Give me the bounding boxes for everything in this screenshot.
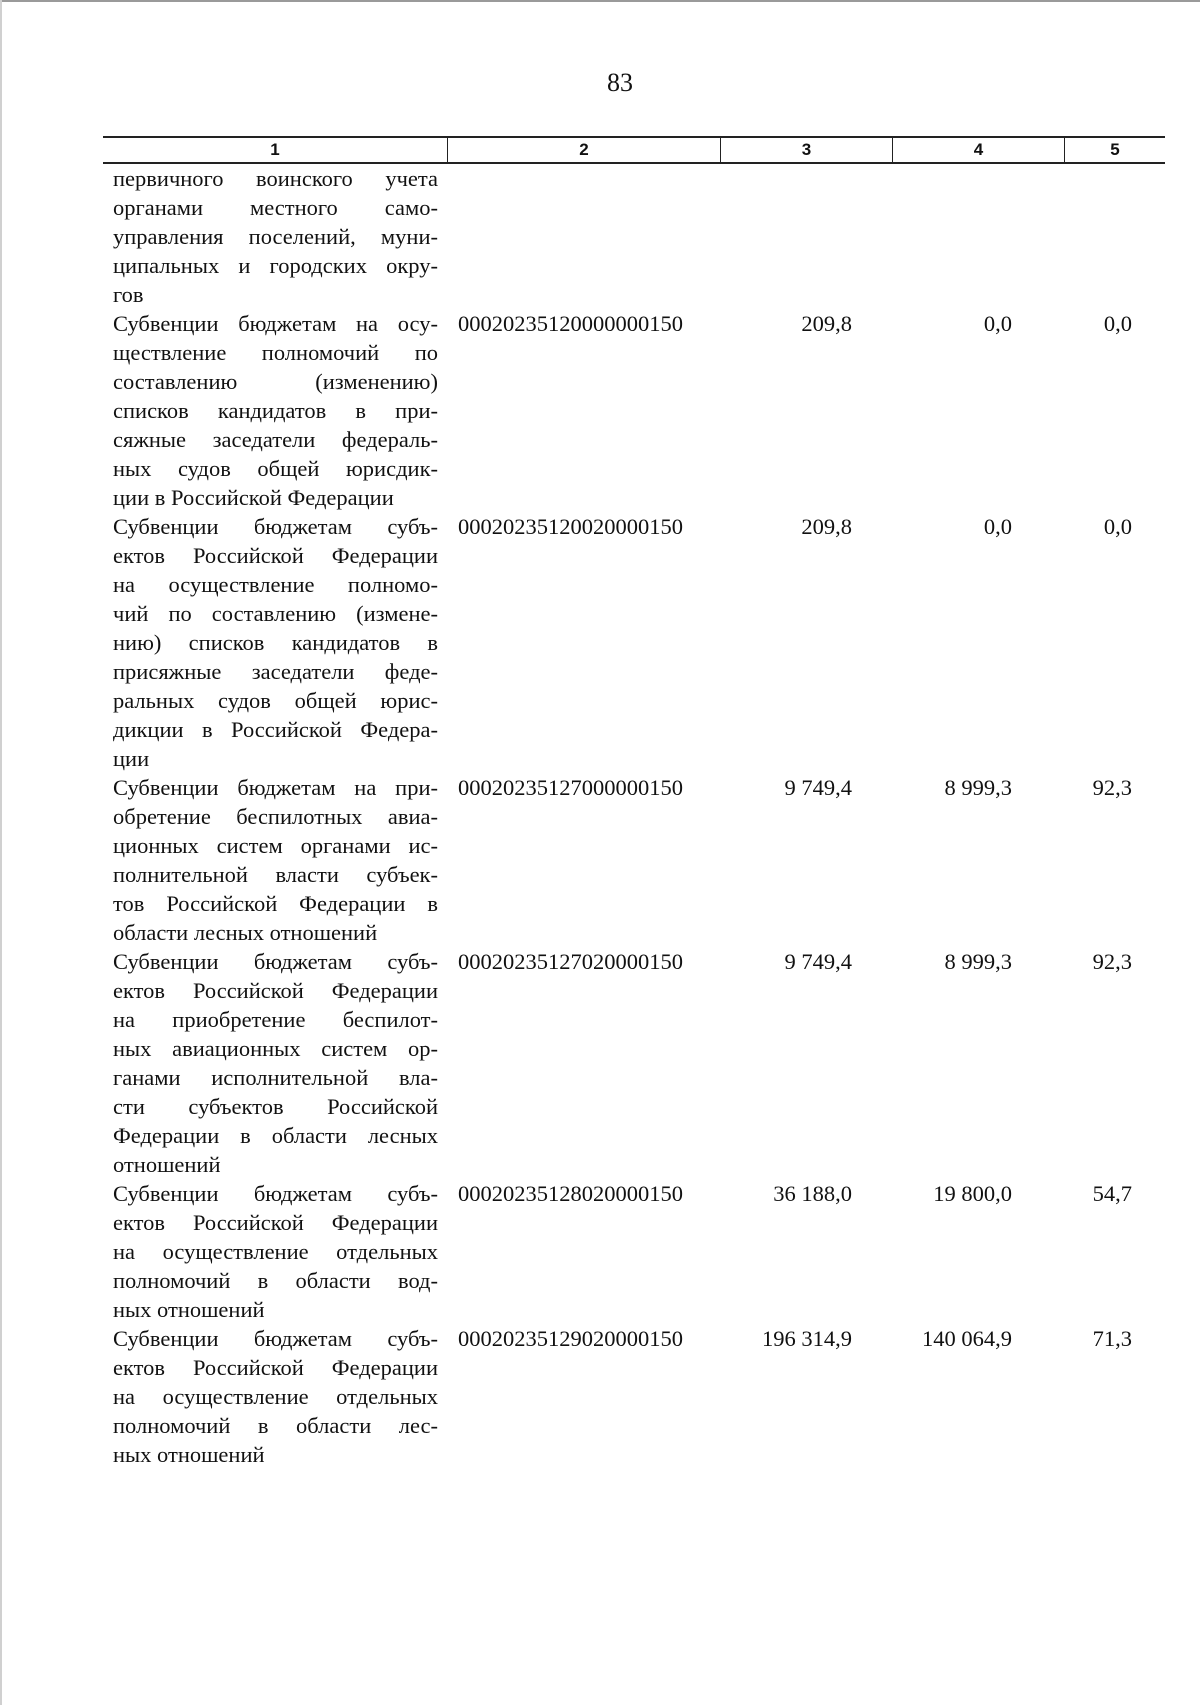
- header-col-4: 4: [892, 138, 1064, 162]
- row-description: [103, 1179, 438, 1324]
- header-col-2: 2: [447, 138, 720, 162]
- description-line: списков кандидатов в при-: [113, 398, 438, 423]
- row-code: 00020235120020000150: [458, 514, 683, 539]
- table-row: [103, 309, 1165, 512]
- description-line: Субвенции бюджетам субъ-: [113, 1326, 438, 1351]
- description-line: ектов Российской Федерации: [113, 543, 438, 568]
- description-line: Субвенции бюджетам на при-: [113, 775, 438, 800]
- description-line: Субвенции бюджетам субъ-: [113, 1181, 438, 1206]
- description-line: полномочий в области лес-: [113, 1413, 438, 1438]
- row-description: [103, 512, 438, 773]
- row-value-col5: 71,3: [1092, 1326, 1132, 1351]
- description-line: составлению (изменению): [113, 369, 438, 394]
- row-description: [103, 309, 438, 512]
- row-description: [103, 1324, 438, 1469]
- description-line: ральных судов общей юрис-: [113, 688, 438, 713]
- table-row: [103, 164, 1165, 309]
- header-col-3: 3: [720, 138, 892, 162]
- row-value-col4: 0,0: [983, 311, 1012, 336]
- description-line: ектов Российской Федерации: [113, 1210, 438, 1235]
- row-code: 00020235127020000150: [458, 949, 683, 974]
- page-number: 83: [607, 68, 633, 97]
- description-line: дикции в Российской Федера-: [113, 717, 438, 742]
- row-value-col4: 0,0: [983, 514, 1012, 539]
- row-description: [103, 947, 438, 1179]
- row-value-col3: 36 188,0: [773, 1181, 852, 1206]
- row-value-col4: 19 800,0: [933, 1181, 1012, 1206]
- description-line: отношений: [113, 1152, 221, 1177]
- row-value-col5: 0,0: [1103, 514, 1132, 539]
- row-description: [103, 773, 438, 947]
- row-value-col5: 0,0: [1103, 311, 1132, 336]
- header-col-5: 5: [1064, 138, 1165, 162]
- description-line: первичного воинского учета: [113, 166, 438, 191]
- header-col-1: 1: [270, 140, 280, 159]
- description-line: на приобретение беспилот-: [113, 1007, 438, 1032]
- description-line: полномочий в области вод-: [113, 1268, 438, 1293]
- description-line: Субвенции бюджетам субъ-: [113, 949, 438, 974]
- description-line: тов Российской Федерации в: [113, 891, 438, 916]
- row-code: 00020235127000000150: [458, 775, 683, 800]
- scan-edge-left: [0, 0, 2, 1705]
- description-line: Субвенции бюджетам субъ-: [113, 514, 438, 539]
- description-line: обретение беспилотных авиа-: [113, 804, 438, 829]
- table-header: [103, 136, 1165, 164]
- description-line: ционных систем органами ис-: [113, 833, 438, 858]
- description-line: сяжные заседатели федераль-: [113, 427, 438, 452]
- description-line: присяжные заседатели феде-: [113, 659, 438, 684]
- description-line: ществление полномочий по: [113, 340, 438, 365]
- description-line: управления поселений, муни-: [113, 224, 438, 249]
- description-line: полнительной власти субъек-: [113, 862, 438, 887]
- row-value-col5: 92,3: [1092, 949, 1132, 974]
- description-line: на осуществление отдельных: [113, 1239, 438, 1264]
- row-description: [103, 164, 438, 309]
- description-line: чий по составлению (измене-: [113, 601, 438, 626]
- row-value-col3: 9 749,4: [784, 949, 852, 974]
- description-line: гов: [113, 282, 144, 307]
- table-body: [103, 164, 1165, 1469]
- description-line: ных отношений: [113, 1297, 265, 1322]
- description-line: области лесных отношений: [113, 920, 378, 945]
- table-row: [103, 947, 1165, 1179]
- row-value-col3: 209,8: [801, 311, 852, 336]
- row-code: 00020235128020000150: [458, 1181, 683, 1206]
- table-row: [103, 1324, 1165, 1469]
- description-line: на осуществление полномо-: [113, 572, 438, 597]
- description-line: органами местного само-: [113, 195, 438, 220]
- row-code: 00020235129020000150: [458, 1326, 683, 1351]
- row-value-col4: 8 999,3: [944, 775, 1012, 800]
- description-line: ции в Российской Федерации: [113, 485, 394, 510]
- scan-edge-top: [0, 0, 1200, 2]
- description-line: ных авиационных систем ор-: [113, 1036, 438, 1061]
- description-line: ципальных и городских окру-: [113, 253, 438, 278]
- row-value-col4: 140 064,9: [922, 1326, 1012, 1351]
- row-value-col3: 9 749,4: [784, 775, 852, 800]
- description-line: Субвенции бюджетам на осу-: [113, 311, 438, 336]
- description-line: ектов Российской Федерации: [113, 1355, 438, 1380]
- description-line: ганами исполнительной вла-: [113, 1065, 438, 1090]
- description-line: ции: [113, 746, 150, 771]
- description-line: нию) списков кандидатов в: [113, 630, 438, 655]
- row-value-col3: 196 314,9: [762, 1326, 852, 1351]
- row-value-col5: 92,3: [1092, 775, 1132, 800]
- table-row: [103, 1179, 1165, 1324]
- description-line: ектов Российской Федерации: [113, 978, 438, 1003]
- description-line: сти субъектов Российской: [113, 1094, 438, 1119]
- row-value-col4: 8 999,3: [944, 949, 1012, 974]
- description-line: ных судов общей юрисдик-: [113, 456, 438, 481]
- description-line: на осуществление отдельных: [113, 1384, 438, 1409]
- row-code: 00020235120000000150: [458, 311, 683, 336]
- description-line: Федерации в области лесных: [113, 1123, 438, 1148]
- table-row: [103, 512, 1165, 773]
- row-value-col5: 54,7: [1092, 1181, 1132, 1206]
- table-row: [103, 773, 1165, 947]
- description-line: ных отношений: [113, 1442, 265, 1467]
- row-value-col3: 209,8: [801, 514, 852, 539]
